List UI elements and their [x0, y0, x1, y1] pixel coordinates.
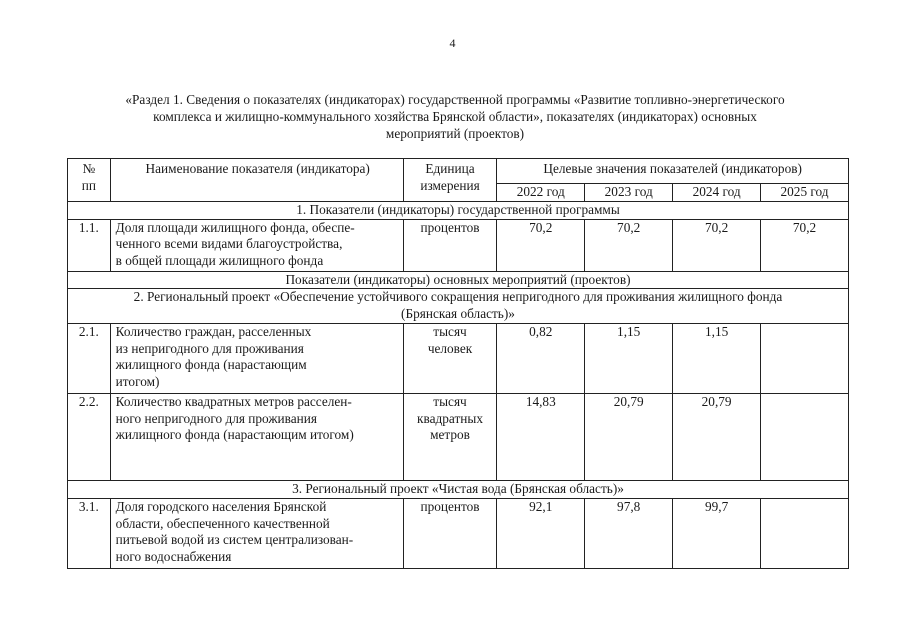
page-number: 4	[449, 36, 456, 50]
row-unit: тысяч человек	[403, 324, 497, 394]
section-row	[68, 481, 849, 499]
table-row	[68, 499, 849, 569]
heading-line: комплекса и жилищно-коммунального хозяйства Брянской области», показателях (индикаторах) основных	[153, 109, 757, 124]
row-value: 20,79	[585, 394, 673, 481]
row-value: 92,1	[497, 499, 585, 569]
row-value	[761, 394, 849, 481]
section-title: 1. Показатели (индикаторы) государственной программы	[68, 202, 849, 220]
header-year: 2023 год	[585, 184, 673, 202]
section-row	[68, 271, 849, 289]
row-name: Доля площади жилищного фонда, обеспе- ченного всеми видами благоустройства, в общей площади жилищного фонда	[110, 219, 403, 271]
row-value: 70,2	[761, 219, 849, 271]
row-num: 1.1.	[68, 219, 111, 271]
row-num: 2.2.	[68, 394, 111, 481]
header-year: 2024 год	[673, 184, 761, 202]
row-value: 14,83	[497, 394, 585, 481]
row-value: 1,15	[673, 324, 761, 394]
table-header-row	[68, 159, 849, 184]
header-year: 2022 год	[497, 184, 585, 202]
row-value: 99,7	[673, 499, 761, 569]
header-year: 2025 год	[761, 184, 849, 202]
row-value: 1,15	[585, 324, 673, 394]
row-unit: процентов	[403, 499, 497, 569]
row-unit: процентов	[403, 219, 497, 271]
row-value: 70,2	[497, 219, 585, 271]
heading-line: «Раздел 1. Сведения о показателях (индикаторах) государственной программы «Развитие топливно-энергетического	[125, 92, 785, 107]
header-name: Наименование показателя (индикатора)	[110, 159, 403, 202]
section-title: 3. Региональный проект «Чистая вода (Брянская область)»	[68, 481, 849, 499]
row-value: 70,2	[673, 219, 761, 271]
row-num: 3.1.	[68, 499, 111, 569]
table-row	[68, 394, 849, 481]
row-name: Доля городского населения Брянской области, обеспеченного качественной питьевой водой из систем централизован- ного водоснабжения	[110, 499, 403, 569]
table-row	[68, 324, 849, 394]
heading-line: мероприятий (проектов)	[385, 126, 525, 141]
row-num: 2.1.	[68, 324, 111, 394]
header-targets: Целевые значения показателей (индикаторов)	[497, 159, 849, 184]
row-value: 20,79	[673, 394, 761, 481]
section-row	[68, 289, 849, 324]
row-name: Количество граждан, расселенных из непригодного для проживания жилищного фонда (нарастающим итогом)	[110, 324, 403, 394]
section-row	[68, 202, 849, 220]
row-unit: тысяч квадратных метров	[403, 394, 497, 481]
table-row	[68, 219, 849, 271]
row-value	[761, 499, 849, 569]
row-value	[761, 324, 849, 394]
indicators-table	[67, 158, 849, 569]
header-num: № пп	[68, 159, 111, 202]
section-heading	[70, 91, 840, 142]
row-name: Количество квадратных метров расселен- ного непригодного для проживания жилищного фонда (нарастающим итогом)	[110, 394, 403, 481]
row-value: 0,82	[497, 324, 585, 394]
header-unit: Единица измерения	[403, 159, 497, 202]
row-value: 70,2	[585, 219, 673, 271]
row-value: 97,8	[585, 499, 673, 569]
section-title: Показатели (индикаторы) основных мероприятий (проектов)	[68, 271, 849, 289]
section-title: 2. Региональный проект «Обеспечение устойчивого сокращения непригодного для проживания жилищного фонда (Брянская область)»	[68, 289, 849, 324]
